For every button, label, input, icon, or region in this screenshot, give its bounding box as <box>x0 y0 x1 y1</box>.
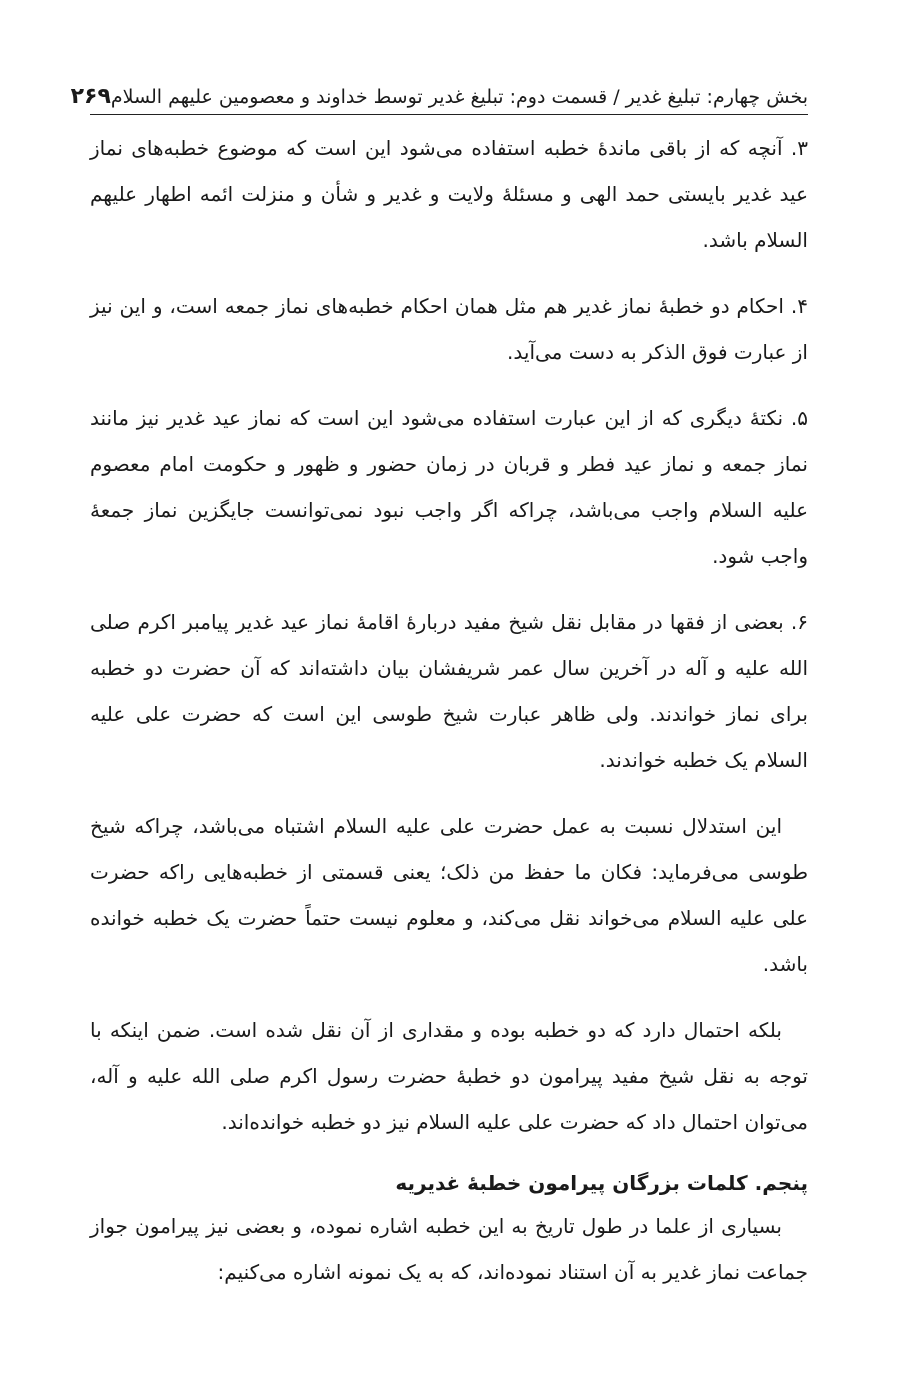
page-number: ۲۶۹ <box>70 84 111 109</box>
paragraph-argument: این استدلال نسبت به عمل حضرت علی علیه السلام اشتباه می‌باشد، چراکه شیخ طوسی می‌فرماید: فکان ما حفظ من ذلک؛ یعنی قسمتی از خطبه‌هایی راکه حضرت علی علیه السلام می‌خواند نقل می‌کند، و معلوم نیست حتماً حضرت یک خطبه خوانده باشد. <box>90 814 808 976</box>
book-page <box>70 70 808 1295</box>
paragraph-item-5: ۵. نکتهٔ دیگری که از این عبارت استفاده می‌شود این است که نماز عید غدیر نیز مانند نماز جمعه و نماز عید فطر و قربان در زمان حضور و ظهور و حکومت امام معصوم علیه السلام واجب می‌باشد، چراکه اگر واجب نبود نمی‌توانست جایگزین نماز جمعهٔ واجب شود. <box>90 406 808 568</box>
paragraph-item-4: ۴. احکام دو خطبهٔ نماز غدیر هم مثل همان احکام خطبه‌های نماز جمعه است، و این نیز از عبارت فوق الذکر به دست می‌آید. <box>90 294 808 364</box>
section-heading: پنجم. کلمات بزرگان پیرامون خطبهٔ غدیریه <box>395 1171 808 1195</box>
paragraph-item-6: ۶. بعضی از فقها در مقابل نقل شیخ مفید دربارهٔ اقامهٔ نماز عید غدیر پیامبر اکرم صلی الله علیه و آله در آخرین سال عمر شریفشان بیان داشته‌اند که آن حضرت دو خطبه برای نماز خواندند. ولی ظاهر عبارت شیخ طوسی این است که حضرت علی علیه السلام یک خطبه خواندند. <box>90 610 808 772</box>
page-content <box>90 125 808 1295</box>
paragraph-item-3: ۳. آنچه که از باقی ماندهٔ خطبه استفاده می‌شود این است که موضوع خطبه‌های نماز عید غدیر بایستی حمد الهی و مسئلهٔ ولایت و غدیر و شأن و منزلت ائمه اطهار علیهم السلام باشد. <box>90 136 808 252</box>
running-header <box>70 70 808 115</box>
section-paragraph: بسیاری از علما در طول تاریخ به این خطبه اشاره نموده، و بعضی نیز پیرامون جواز جماعت نماز غدیر به آن استناد نموده‌اند، که به یک نمونه اشاره می‌کنیم: <box>90 1214 808 1284</box>
paragraph-conclusion: بلکه احتمال دارد که دو خطبه بوده و مقداری از آن نقل شده است. ضمن اینکه با توجه به نقل شیخ مفید پیرامون دو خطبهٔ حضرت رسول اکرم صلی الله علیه و آله، می‌توان احتمال داد که حضرت علی علیه السلام نیز دو خطبه خوانده‌اند. <box>90 1018 808 1134</box>
header-title: بخش چهارم: تبلیغ غدیر / قسمت دوم: تبلیغ غدیر توسط خداوند و معصومین علیهم السلام <box>110 86 808 108</box>
